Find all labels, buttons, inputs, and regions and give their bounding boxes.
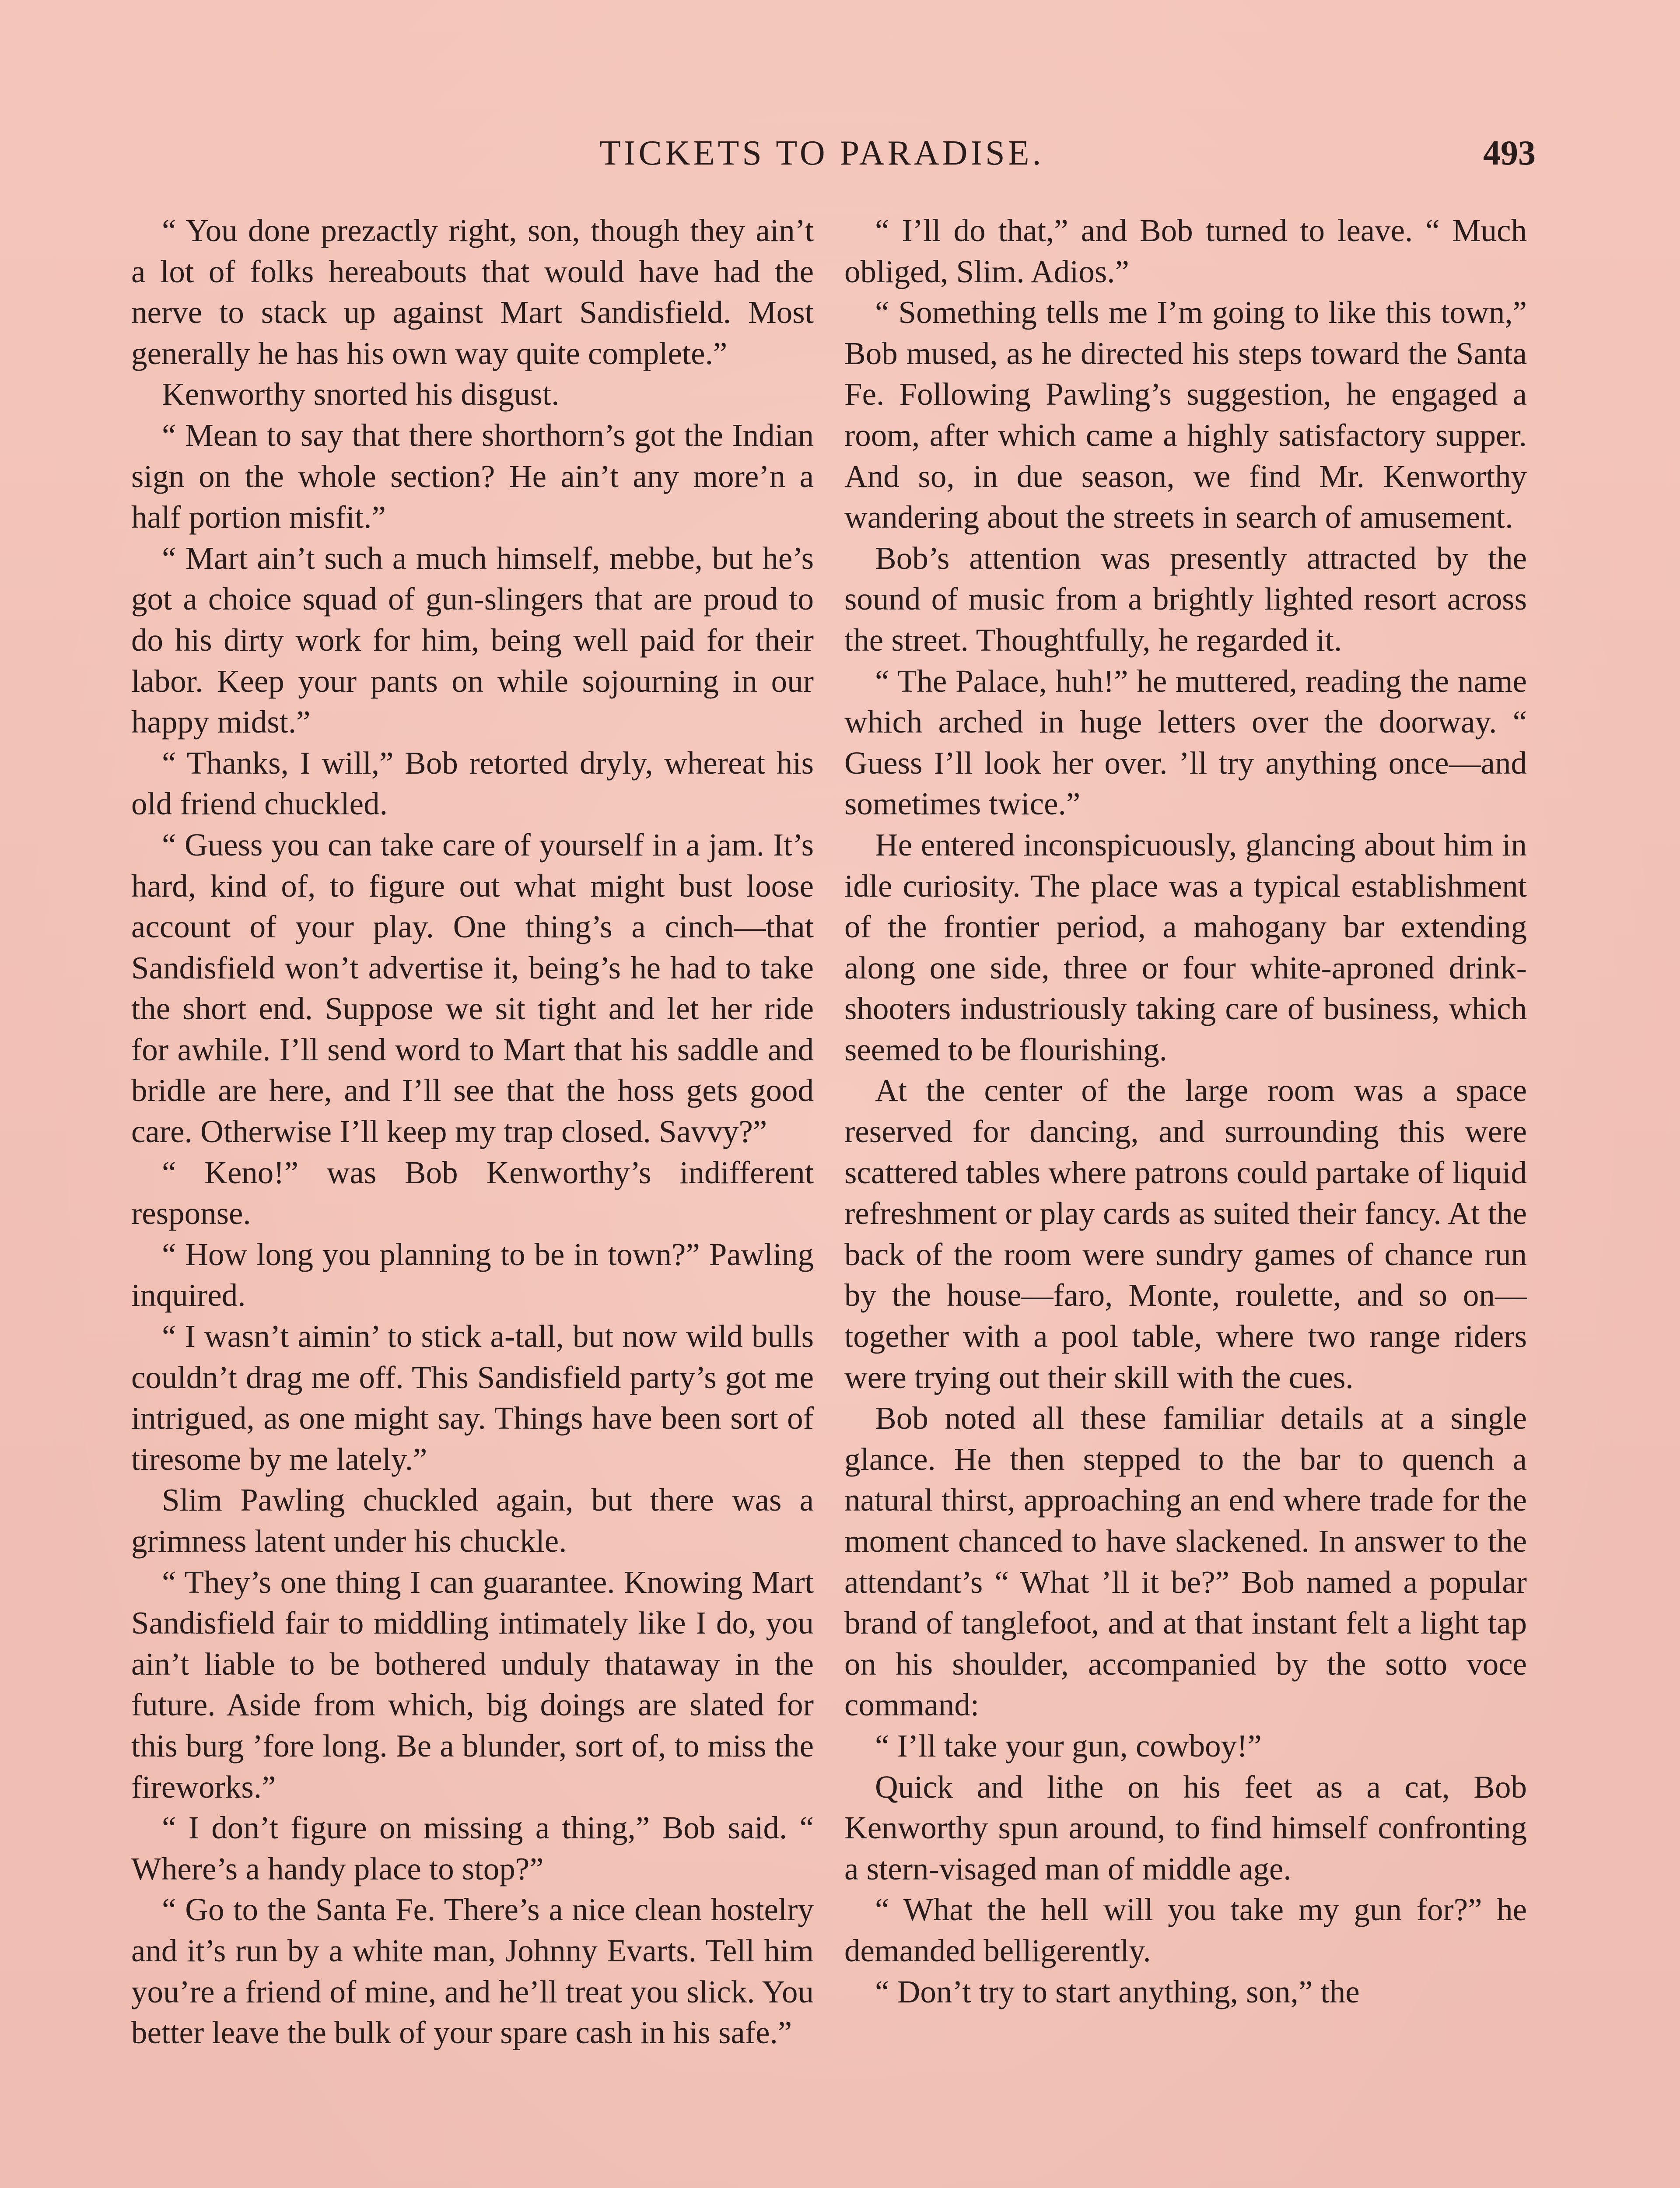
paragraph: “ Something tells me I’m going to like this town,” Bob mused, as he directed his steps toward the Santa Fe. Following Pawling’s suggestion, he engaged a room, after which came a highly satisfactory supper. And so, in due season, we find Mr. Kenworthy wandering about the streets in search of amusement.	[844, 295, 1527, 535]
paragraph: “ They’s one thing I can guarantee. Knowing Mart Sandisfield fair to middling intimately like I do, you ain’t liable to be bothered unduly thataway in the future. Aside from which, big doings are slated for this burg ’fore long. Be a blunder, sort of, to miss the fireworks.”	[131, 1564, 814, 1805]
page-number: 493	[1483, 134, 1536, 172]
paragraph: “ Go to the Santa Fe. There’s a nice clean hostelry and it’s run by a white man, Johnny Evarts. Tell him you’re a friend of mine, and he’ll treat you slick. You better leave the bulk of your spare cash in his safe.”	[131, 1892, 814, 2051]
paragraph: “ I don’t figure on missing a thing,” Bob said. “ Where’s a handy place to stop?”	[131, 1810, 814, 1886]
paragraph: “ I’ll take your gun, cowboy!”	[875, 1728, 1262, 1764]
paragraph: “ I’ll do that,” and Bob turned to leave. “ Much obliged, Slim. Adios.”	[844, 213, 1527, 289]
paragraph: He entered inconspicuously, glancing about him in idle curiosity. The place was a typical establishment of the frontier period, a mahogany bar extending along one side, three or four white-aproned drink-shooters industriously taking care of business, which seemed to be flourishing.	[844, 827, 1527, 1067]
paragraph: “ Mean to say that there shorthorn’s got the Indian sign on the whole section? He ain’t any more’n a half portion misfit.”	[131, 417, 814, 535]
paragraph: Slim Pawling chuckled again, but there was a grimness latent under his chuckle.	[131, 1482, 814, 1559]
paragraph: “ You done prezactly right, son, though they ain’t a lot of folks hereabouts that would have had the nerve to stack up against Mart Sandisfield. Most generally he has his own way quite complete.”	[131, 213, 814, 371]
paragraph: “ Guess you can take care of yourself in a jam. It’s hard, kind of, to figure out what might bust loose account of your play. One thing’s a cinch—that Sandisfield won’t advertise it, being’s he had to take the short end. Suppose we sit tight and let her ride for awhile. I’ll send word to Mart that his saddle and bridle are here, and I’ll see that the hoss gets good care. Otherwise I’ll keep my trap closed. Savvy?”	[131, 827, 814, 1150]
paragraph: “ How long you planning to be in town?” Pawling inquired.	[131, 1236, 814, 1313]
paragraph: Quick and lithe on his feet as a cat, Bob Kenworthy spun around, to find himself confronting a stern-visaged man of middle age.	[844, 1769, 1527, 1886]
paragraph: “ What the hell will you take my gun for?” he demanded belligerently.	[844, 1892, 1527, 1968]
right-column	[844, 210, 1527, 2012]
paragraph: “ The Palace, huh!” he muttered, reading the name which arched in huge letters over the doorway. “ Guess I’ll look her over. ’ll try anything once—and sometimes twice.”	[844, 663, 1527, 822]
paragraph: “ Don’t try to start anything, son,” the	[875, 1974, 1360, 2009]
paragraph: “ Mart ain’t such a much himself, mebbe, but he’s got a choice squad of gun-slingers that are proud to do his dirty work for him, being well paid for their labor. Keep your pants on while sojourning in our happy midst.”	[131, 540, 814, 740]
paragraph: Kenworthy snorted his disgust.	[162, 376, 560, 412]
paragraph: At the center of the large room was a space reserved for dancing, and surrounding this were scattered tables where patrons could partake of liquid refreshment or play cards as suited their fancy. At the back of the room were sundry games of chance run by the house—faro, Monte, roulette, and so on—together with a pool table, where two range riders were trying out their skill with the cues.	[844, 1073, 1527, 1395]
paragraph: Bob noted all these familiar details at a single glance. He then stepped to the bar to quench a natural thirst, approaching an end where trade for the moment chanced to have slackened. In answer to the attendant’s “ What ’ll it be?” Bob named a popular brand of tanglefoot, and at that instant felt a light tap on his shoulder, accompanied by the sotto voce command:	[844, 1400, 1527, 1723]
running-header	[0, 127, 1680, 179]
running-title: TICKETS TO PARADISE.	[599, 134, 1044, 172]
left-column	[131, 210, 814, 2053]
paragraph: Bob’s attention was presently attracted by the sound of music from a brightly lighted resort across the street. Thoughtfully, he regarded it.	[844, 540, 1527, 658]
paragraph: “ Thanks, I will,” Bob retorted dryly, whereat his old friend chuckled.	[131, 745, 814, 822]
paragraph: “ I wasn’t aimin’ to stick a-tall, but now wild bulls couldn’t drag me off. This Sandisfield party’s got me intrigued, as one might say. Things have been sort of tiresome by me lately.”	[131, 1318, 814, 1477]
paragraph: “ Keno!” was Bob Kenworthy’s indifferent response.	[131, 1154, 814, 1231]
